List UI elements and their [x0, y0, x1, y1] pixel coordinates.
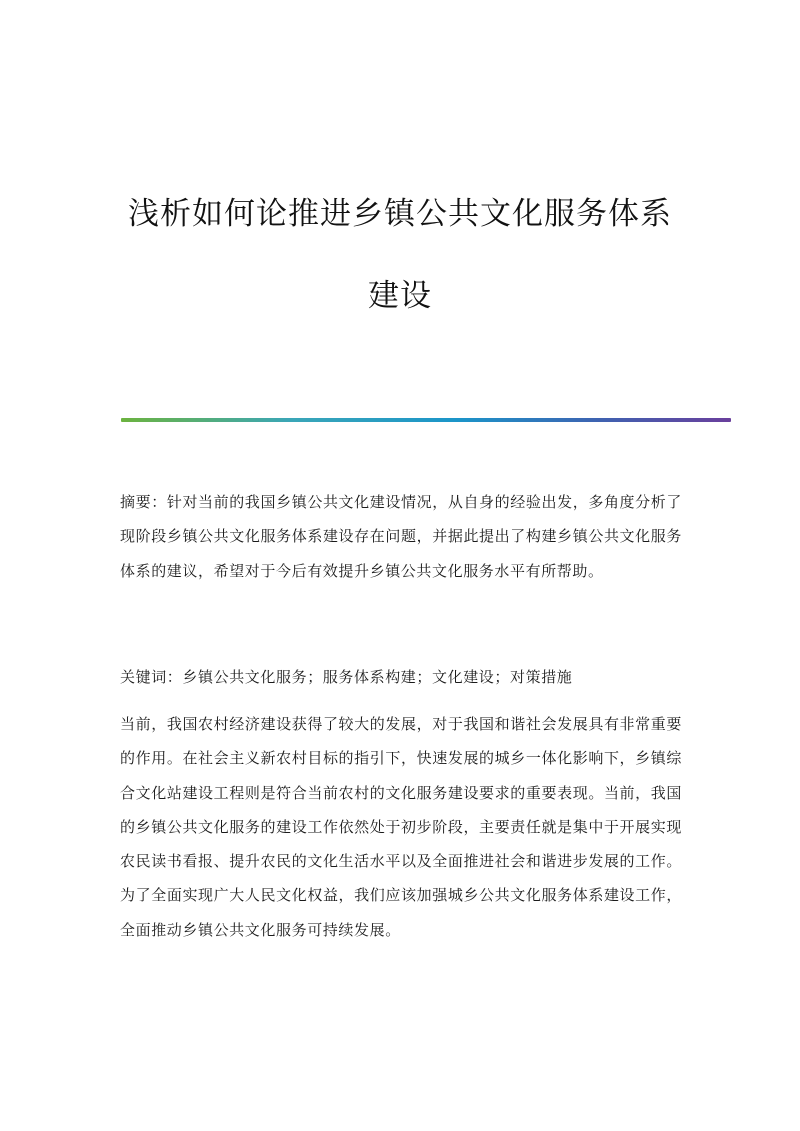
- document-title-line-1: 浅析如何论推进乡镇公共文化服务体系: [128, 196, 672, 232]
- document-title-line-2: 建设: [368, 278, 432, 314]
- abstract-paragraph: 摘要：针对当前的我国乡镇公共文化建设情况，从自身的经验出发，多角度分析了现阶段乡镇公共文化服务体系建设存在问题，并据此提出了构建乡镇公共文化服务体系的建议，希望对于今后有效提升乡镇公共文化服务水平有所帮助。: [120, 493, 682, 580]
- title-divider: [121, 418, 731, 422]
- body-paragraph: 当前，我国农村经济建设获得了较大的发展，对于我国和谐社会发展具有非常重要的作用。在社会主义新农村目标的指引下，快速发展的城乡一体化影响下，乡镇综合文化站建设工程则是符合当前农村的文化服务建设要求的重要表现。当前，我国的乡镇公共文化服务的建设工作依然处于初步阶段，主要责任就是集中于开展实现农民读书看报、提升农民的文化生活水平以及全面推进社会和谐进步发展的工作。为了全面实现广大人民文化权益，我们应该加强城乡公共文化服务体系建设工作，全面推动乡镇公共文化服务可持续发展。: [120, 715, 682, 939]
- keywords-line: 关键词：乡镇公共文化服务；服务体系构建；文化建设；对策措施: [120, 668, 573, 686]
